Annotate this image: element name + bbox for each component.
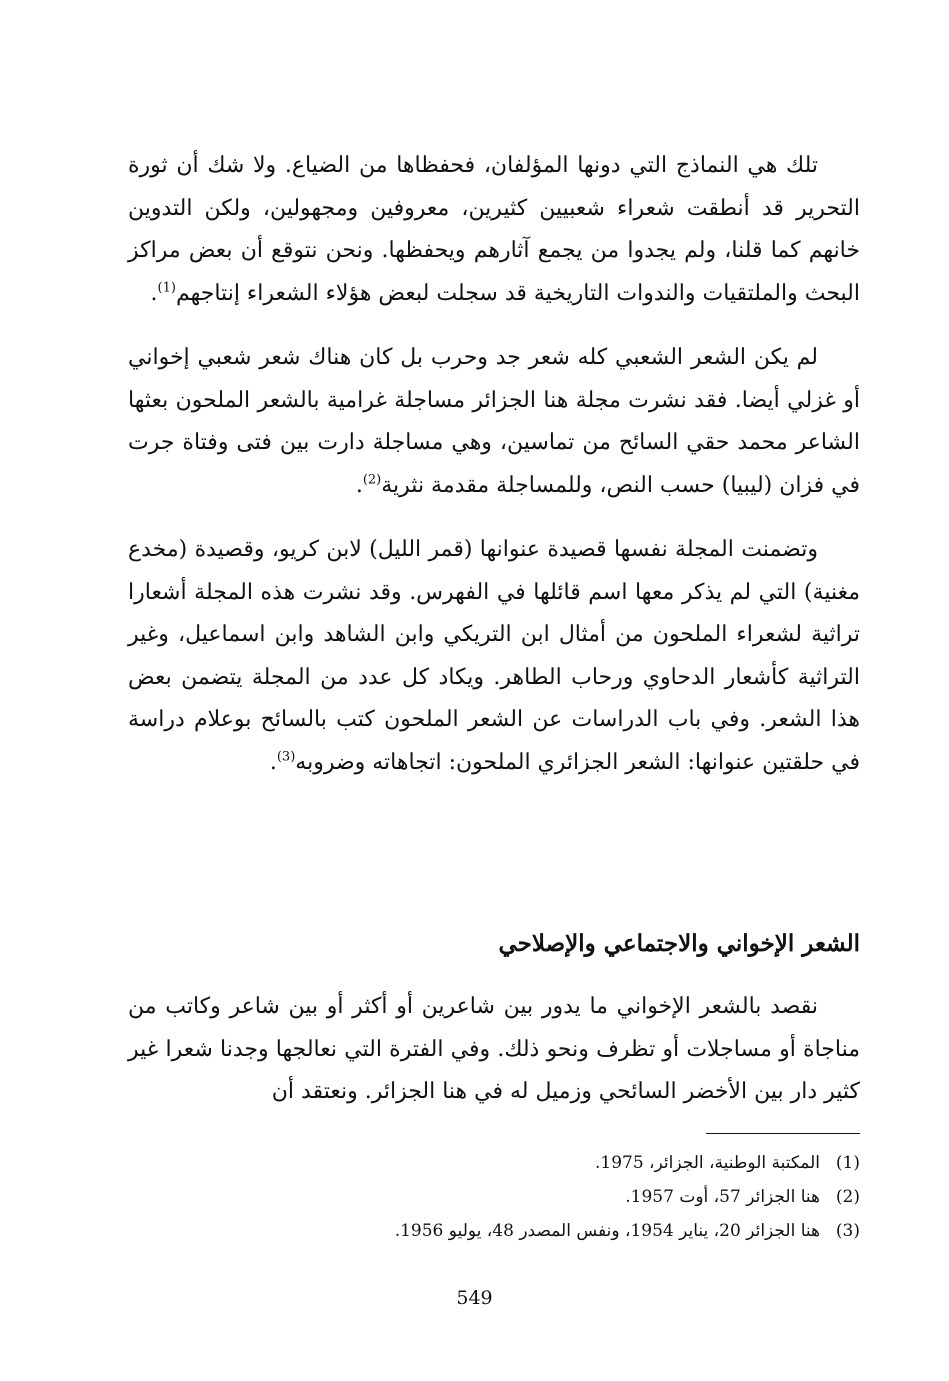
footnote-3 <box>300 1214 860 1248</box>
footnote-ref-1: (1) <box>157 280 176 296</box>
paragraph-2: لم يكن الشعر الشعبي كله شعر جد وحرب بل كان هناك شعر شعبي إخواني أو غزلي أيضا. فقد نشرت مجلة هنا الجزائر مساجلة غرامية بالشعر الملحون بعثها الشاعر محمد حقي السائح من تماسين، وهي مساجلة دارت بين فتى وفتاة جرت في فزان (ليبيا) حسب النص، وللمساجلة مقدمة نثرية$^{(2)}$. <box>128 345 860 498</box>
footnote-1 <box>300 1146 860 1180</box>
paragraph-3: وتضمنت المجلة نفسها قصيدة عنوانها (قمر الليل) لابن كريو، وقصيدة (مخدع مغنية) التي لم يذكر معها اسم قائلها في الفهرس. وقد نشرت هذه المجلة أشعارا تراثية لشعراء الملحون من أمثال ابن التريكي وابن الشاهد وابن اسماعيل، وغير التراثية كأشعار الدحاوي ورحاب الطاهر. ويكاد كل عدد من المجلة يتضمن بعض هذا الشعر. وفي باب الدراسات عن الشعر الملحون كتب بالسائح بوعلام دراسة في حلقتين عنوانها: الشعر الجزائري الملحون: اتجاهاته وضروبه$^{(3)}$. <box>128 537 860 775</box>
footnote-text: هنا الجزائر 57، أوت 1957. <box>625 1187 820 1207</box>
page-number: 549 <box>456 1287 493 1309</box>
body-text-lower <box>128 986 860 1114</box>
section-heading: الشعر الإخواني والاجتماعي والإصلاحي <box>498 930 860 957</box>
footnote-number: (1) <box>835 1153 860 1173</box>
paragraph-4: نقصد بالشعر الإخواني ما يدور بين شاعرين أو أكثر أو بين شاعر وكاتب من مناجاة أو مساجلات أو تظرف ونحو ذلك. وفي الفترة التي نعالجها وجدنا شعرا غير كثير دار بين الأخضر السائحي وزميل له في هنا الجزائر. ونعتقد أن <box>128 994 860 1104</box>
footnote-number: (3) <box>835 1221 860 1241</box>
footnote-ref-3: (3) <box>276 749 296 765</box>
footnote-2 <box>300 1180 860 1214</box>
footnote-text: هنا الجزائر 20، يناير 1954، ونفس المصدر 48، يوليو 1956. <box>394 1221 820 1241</box>
paragraph-1: تلك هي النماذج التي دونها المؤلفان، فحفظاها من الضياع. ولا شك أن ثورة التحرير قد أنطقت شعراء شعبيين كثيرين، معروفين ومجهولين، ولكن التدوين خانهم كما قلنا، ولم يجدوا من يجمع آثارهم ويحفظها. ونحن نتوقع أن بعض مراكز البحث والملتقيات والندوات التاريخية قد سجلت لبعض هؤلاء الشعراء إنتاجهم$^{(1)}$. <box>128 153 860 306</box>
footnotes <box>300 1146 860 1248</box>
footnote-divider <box>706 1133 860 1134</box>
footnote-number: (2) <box>835 1187 860 1207</box>
footnote-ref-2: (2) <box>362 472 382 488</box>
body-text-upper <box>128 145 860 784</box>
footnote-text: المكتبة الوطنية، الجزائر، 1975. <box>594 1153 820 1173</box>
